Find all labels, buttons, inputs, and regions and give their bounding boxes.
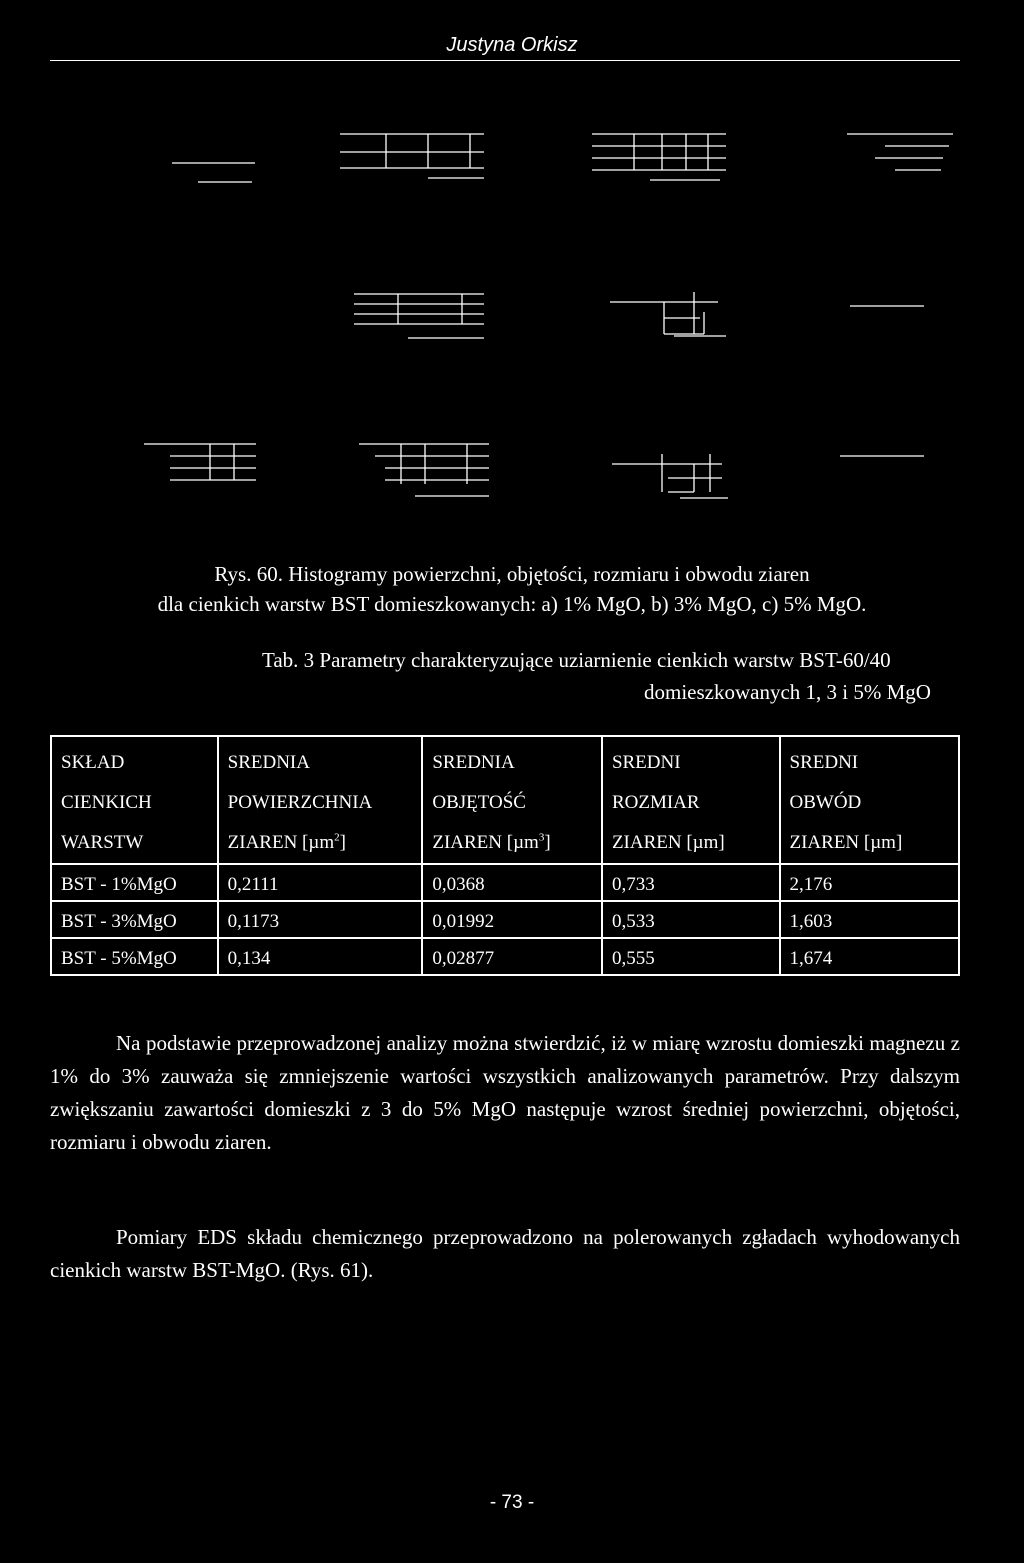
header-mean-size: SREDNI ROZMIAR ZIAREN [µm] [602, 736, 780, 864]
table-header-row [51, 736, 959, 864]
header-mean-surface: SREDNIA POWIERZCHNIA ZIAREN [µm$^2$] [218, 736, 423, 864]
histogram-b-perimeter [848, 300, 928, 312]
figure-caption-line-1: Rys. 60. Histogramy powierzchni, objętości, rozmiaru i obwodu ziaren [214, 562, 810, 586]
table-caption-line-1: Tab. 3 Parametry charakteryzujące uziarnienie cienkich warstw BST-60/40 [262, 648, 891, 672]
cell-composition: BST - 1%MgO [51, 864, 218, 901]
cell-perimeter: 2,176 [780, 864, 960, 901]
table-row [51, 864, 959, 901]
cell-surface: 0,2111 [218, 864, 423, 901]
table-row [51, 938, 959, 975]
running-header-author: Justyna Orkisz [446, 34, 578, 56]
cell-perimeter: 1,674 [780, 938, 960, 975]
page-number: - 73 - [489, 1492, 535, 1513]
histogram-a-surface [170, 155, 260, 185]
histogram-a-volume [338, 130, 488, 180]
histogram-figure [0, 110, 1024, 520]
cell-size: 0,555 [602, 938, 780, 975]
table-caption-line-2: domieszkowanych 1, 3 i 5% MgO [644, 680, 931, 704]
figure-caption [0, 559, 1024, 619]
cell-perimeter: 1,603 [780, 901, 960, 938]
header-mean-volume: SREDNIA OBJĘTOŚĆ ZIAREN [µm$^3$] [422, 736, 602, 864]
cell-surface: 0,1173 [218, 901, 423, 938]
cell-composition: BST - 3%MgO [51, 901, 218, 938]
cell-volume: 0,0368 [422, 864, 602, 901]
histogram-b-volume [350, 290, 490, 342]
figure-caption-line-2: dla cienkich warstw BST domieszkowanych: a) 1% MgO, b) 3% MgO, c) 5% MgO. [157, 592, 867, 616]
cell-surface: 0,134 [218, 938, 423, 975]
header-mean-perimeter: SREDNI OBWÓD ZIAREN [µm] [780, 736, 960, 864]
header-rule [50, 60, 960, 61]
histogram-c-perimeter [838, 450, 928, 462]
histogram-b-size [608, 288, 728, 344]
histogram-c-size [610, 440, 730, 502]
header-composition: SKŁAD CIENKICH WARSTW [51, 736, 218, 864]
cell-volume: 0,01992 [422, 901, 602, 938]
cell-size: 0,733 [602, 864, 780, 901]
grain-parameters-table [50, 735, 960, 976]
cell-composition: BST - 5%MgO [51, 938, 218, 975]
body-paragraph-1: Na podstawie przeprowadzonej analizy można stwierdzić, iż w miarę wzrostu domieszki magnezu z 1% do 3% zauważa się zmniejszenie wartości wszystkich analizowanych parametrów. Przy dalszym zwiększaniu zawartości domieszki z 3 do 5% MgO następuje wzrost średniej powierzchni, objętości, rozmiaru i obwodu ziaren. [50, 1031, 960, 1154]
body-paragraph-2: Pomiary EDS składu chemicznego przeprowadzono na polerowanych zgładach wyhodowanych cienkich warstw BST-MgO. (Rys. 61). [50, 1225, 960, 1282]
table-row [51, 901, 959, 938]
cell-size: 0,533 [602, 901, 780, 938]
histogram-c-volume [355, 440, 495, 500]
histogram-a-perimeter [845, 130, 957, 180]
histogram-a-size [590, 130, 730, 182]
histogram-c-surface [140, 440, 260, 486]
cell-volume: 0,02877 [422, 938, 602, 975]
